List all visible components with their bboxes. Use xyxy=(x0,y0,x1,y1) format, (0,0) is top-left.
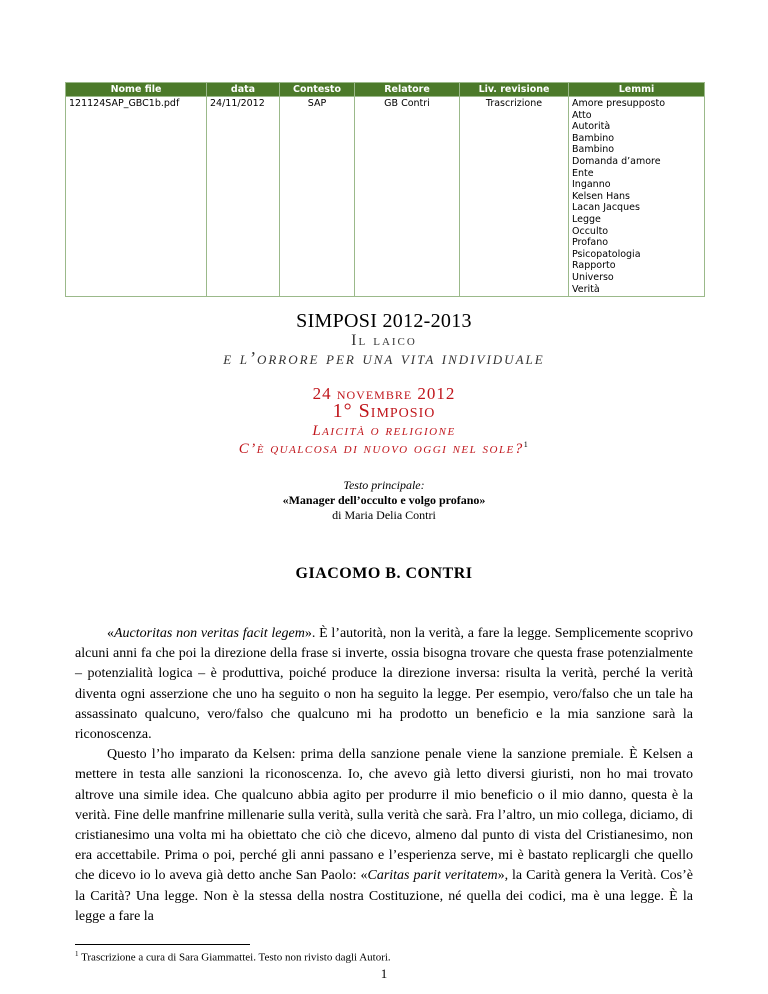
lemma: Verità xyxy=(572,283,600,295)
lemma: Domanda d’amore xyxy=(572,155,661,167)
header-lemmi: Lemmi xyxy=(569,83,705,97)
lemma: Psicopatologia xyxy=(572,248,641,260)
series-title: SIMPOSI 2012-2013 xyxy=(296,310,472,332)
footnote xyxy=(75,950,391,964)
lemma: Kelsen Hans xyxy=(572,190,631,202)
lemma: Bambino xyxy=(572,144,615,156)
latin-quote: Auctoritas non veritas facit legem xyxy=(114,626,305,641)
footnote-mark: 1 xyxy=(75,950,79,958)
main-text-author: di Maria Delia Contri xyxy=(332,508,436,522)
header-relatore: Relatore xyxy=(355,83,460,97)
main-text-title: «Manager dell’occulto e volgo profano» xyxy=(282,493,486,507)
session-date: 24 novembre 2012 xyxy=(312,384,456,403)
lemma: Ente xyxy=(572,167,594,179)
paragraph-text: », la Carità genera la Verità. Cos’è la Carità? Una legge. Non è la stessa della nostra Costituzione, né quella dei codici, ma è una legge. È la legge a fare la xyxy=(75,868,693,924)
header-revisione: Liv. revisione xyxy=(460,83,569,97)
metadata-row xyxy=(66,97,705,297)
cell-relatore: GB Contri xyxy=(355,97,460,297)
lemma: Profano xyxy=(572,237,609,249)
header-nome-file: Nome file xyxy=(66,83,207,97)
lemma: Lacan Jacques xyxy=(572,202,640,214)
speaker-name: GIACOMO B. CONTRI xyxy=(295,565,473,582)
theme-line-2: e l’orrore per una vita individuale xyxy=(223,348,545,368)
header-data: data xyxy=(207,83,280,97)
lemma: Amore presupposto xyxy=(572,98,666,109)
lemma: Inganno xyxy=(572,179,611,191)
cell-lemmi xyxy=(569,97,705,297)
footnote-text: Trascrizione a cura di Sara Giammattei. Testo non rivisto dagli Autori. xyxy=(81,951,391,964)
lemma: Bambino xyxy=(572,132,615,144)
lemma: Universo xyxy=(572,271,614,283)
lemma: Occulto xyxy=(572,225,609,237)
cell-contesto: SAP xyxy=(280,97,355,297)
paragraph-text: ». È l’autorità, non la verità, a fare la legge. Semplicemente scoprivo alcuni anni fa che poi la direzione della frase si inverte, ossia bisogna trovare che questa frase potenzialmente – potenzialità logica – è produttiva, poiché produce la direzione inversa: risulta la verità, perché la verità diventa ogni asserzione che uno ha seguito o non ha seguito la legge. Per esempio, vero/falso che un tale ha assassinato qualcuno, vero/falso che qualcuno mi ha prodotto un beneficio e la mia sanzione sarà la riconoscenza. xyxy=(75,626,693,743)
body-text xyxy=(75,624,693,927)
page-number: 1 xyxy=(380,966,388,981)
metadata-header-row xyxy=(66,83,705,97)
cell-revisione: Trascrizione xyxy=(460,97,569,297)
main-text-label: Testo principale: xyxy=(343,478,425,492)
session-number: 1° Simposio xyxy=(332,400,436,422)
paragraph-text: Questo l’ho imparato da Kelsen: prima della sanzione penale viene la sanzione premiale. È Kelsen a mettere in testa alle sanzioni la riconoscenza. Io, che avevo già letto diversi giuristi, non ho mai trovato altrove una simile idea. Che qualcuno abbia agito per produrre il mio beneficio o il mio danno, questa è la verità. Fine delle manfrine millenarie sulla verità, sulla verità che sarà. Fra l’altro, un mio collega, diciamo, di cristianesimo una volta mi ha obiettato che ciò che dicevo, almeno dal punto di vista del Cristianesimo, non era accettabile. Prima o poi, perché gli anni passano e l’esperienza serve, mi è bastato replicargli che quello che dicevo io lo aveva già detto anche San Paolo: « xyxy=(75,747,693,884)
lemma: Rapporto xyxy=(572,260,616,272)
lemma: Autorità xyxy=(572,121,611,133)
theme-line-1: Il laico xyxy=(351,332,417,349)
subtitle-line-2-text: C’è qualcosa di nuovo oggi nel sole? xyxy=(238,441,524,457)
footnote-divider xyxy=(75,944,250,945)
lemma: Atto xyxy=(572,109,592,121)
header-contesto: Contesto xyxy=(280,83,355,97)
quote-open: « xyxy=(107,626,114,641)
latin-quote: Caritas parit veritatem xyxy=(367,868,498,884)
subtitle-line-1: Laicità o religione xyxy=(312,423,456,439)
metadata-table xyxy=(65,82,705,297)
lemma: Legge xyxy=(572,213,601,225)
cell-file: 121124SAP_GBC1b.pdf xyxy=(66,97,207,297)
subtitle-line-2 xyxy=(0,440,768,458)
paragraph xyxy=(75,745,693,927)
footnote-reference[interactable]: 1 xyxy=(523,440,530,449)
cell-data: 24/11/2012 xyxy=(207,97,280,297)
paragraph xyxy=(75,624,693,745)
